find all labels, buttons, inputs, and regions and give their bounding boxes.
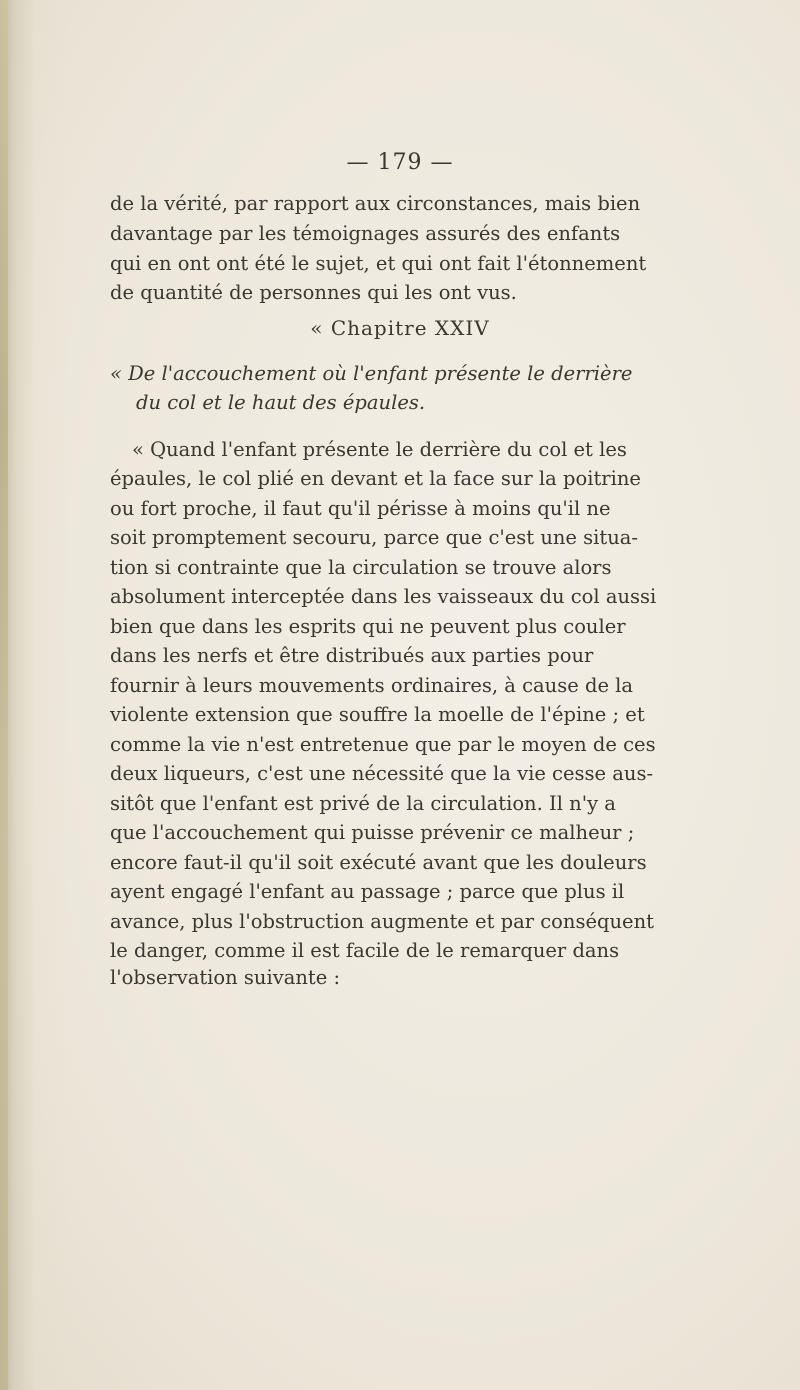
paragraph-line: tion si contrainte que la circulation se trouve alors — [110, 556, 612, 579]
paragraph-line: ou fort proche, il faut qu'il périsse à moins qu'il ne — [110, 497, 611, 520]
page-number: — 179 — — [346, 150, 454, 175]
paragraph-line: bien que dans les esprits qui ne peuvent plus couler — [110, 615, 626, 638]
paragraph-line: « Quand l'enfant présente le derrière du col et les — [132, 438, 627, 461]
paragraph-line: l'observation suivante : — [110, 966, 341, 989]
paragraph-line: deux liqueurs, c'est une nécessité que la vie cesse aus- — [110, 762, 654, 785]
paragraph-line: davantage par les témoignages assurés des enfants — [110, 222, 621, 245]
chapter-title-line: du col et le haut des épaules. — [136, 391, 426, 414]
chapter-title-line: « De l'accouchement où l'enfant présente le derrière — [110, 362, 633, 385]
page-spine-edge — [0, 0, 8, 1390]
paragraph-line: avance, plus l'obstruction augmente et par conséquent — [110, 910, 654, 933]
paragraph-line: sitôt que l'enfant est privé de la circulation. Il n'y a — [110, 792, 616, 815]
paragraph-line: dans les nerfs et être distribués aux parties pour — [110, 644, 594, 667]
chapter-heading: « Chapitre XXIV — [310, 316, 490, 340]
paragraph-line: qui en ont ont été le sujet, et qui ont fait l'étonnement — [110, 252, 647, 275]
paragraph-line: violente extension que souffre la moelle de l'épine ; et — [110, 703, 645, 726]
paragraph-line: de quantité de personnes qui les ont vus. — [110, 281, 517, 304]
paragraph-line: ayent engagé l'enfant au passage ; parce que plus il — [110, 880, 625, 903]
paragraph-line: comme la vie n'est entretenue que par le moyen de ces — [110, 733, 656, 756]
paragraph-line: encore faut-il qu'il soit exécuté avant que les douleurs — [110, 851, 647, 874]
paragraph-line: soit promptement secouru, parce que c'est une situa- — [110, 526, 639, 549]
paragraph-line: fournir à leurs mouvements ordinaires, à cause de la — [110, 674, 634, 697]
paragraph-line: de la vérité, par rapport aux circonstances, mais bien — [110, 192, 641, 215]
paragraph-line: que l'accouchement qui puisse prévenir ce malheur ; — [110, 821, 635, 844]
paragraph-line: absolument interceptée dans les vaisseaux du col aussi — [110, 585, 657, 608]
paragraph-line: épaules, le col plié en devant et la face sur la poitrine — [110, 467, 641, 490]
paragraph-line: le danger, comme il est facile de le remarquer dans — [110, 939, 620, 962]
